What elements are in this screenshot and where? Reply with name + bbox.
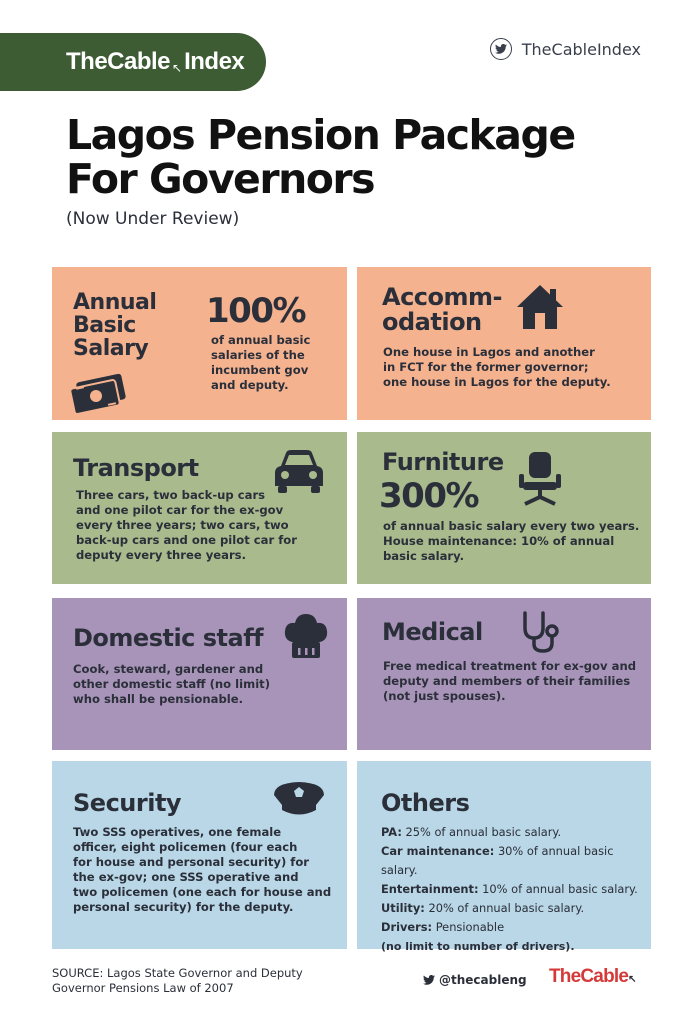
card-medical xyxy=(357,598,651,750)
house-icon xyxy=(515,283,565,331)
list-item: Car maintenance: 30% of annual basic salary. xyxy=(381,844,614,877)
card-heading: Furniture xyxy=(382,448,504,476)
chef-hat-icon xyxy=(282,612,330,660)
social-handle-text: TheCableIndex xyxy=(521,39,641,59)
source-citation: SOURCE: Lagos State Governor and Deputy Governor Pensions Law of 2007 xyxy=(52,966,303,995)
footer-twitter-handle[interactable] xyxy=(423,973,527,987)
salary-percentage: 100% xyxy=(206,291,306,331)
card-description: of annual basic salaries of the incumbent gov and deputy. xyxy=(211,333,311,392)
cursor-icon: ↖ xyxy=(172,61,183,75)
card-accommodation xyxy=(357,267,651,420)
card-heading: Medical xyxy=(382,618,483,646)
money-icon xyxy=(70,374,128,414)
title-line-2: For Governors xyxy=(66,155,375,203)
chair-icon xyxy=(515,450,565,506)
card-heading: Security xyxy=(73,789,182,817)
card-heading: Accomm- odation xyxy=(382,283,502,336)
card-others xyxy=(357,761,651,953)
card-heading: Others xyxy=(381,789,470,817)
social-handle-top[interactable] xyxy=(490,38,641,60)
card-heading: Annual Basic Salary xyxy=(73,290,157,361)
title-line-1: Lagos Pension Package xyxy=(66,111,575,159)
brand-suffix: Index xyxy=(184,48,245,75)
page-title xyxy=(66,113,666,201)
furniture-percentage: 300% xyxy=(379,476,479,516)
list-item: Drivers: Pensionable xyxy=(381,920,505,934)
card-description: Cook, steward, gardener and other domestic staff (no limit) who shall be pensionable. xyxy=(73,662,271,706)
page-subtitle: (Now Under Review) xyxy=(66,209,240,229)
card-transport xyxy=(52,432,347,584)
thecable-logo: TheCable↖ xyxy=(549,966,636,987)
drivers-note: (no limit to number of drivers). xyxy=(381,940,575,953)
card-description: Three cars, two back-up cars and one pilot car for the ex-gov every three years; two cars, two back-up cars and one pilot car for deputy every three years. xyxy=(76,488,297,562)
twitter-icon xyxy=(423,975,435,985)
stethoscope-icon xyxy=(519,610,561,654)
card-furniture xyxy=(357,432,651,584)
brand-banner xyxy=(0,33,266,91)
brand-name: TheCable xyxy=(66,48,171,75)
police-cap-icon xyxy=(270,779,328,819)
card-heading: Transport xyxy=(73,454,199,482)
card-description: One house in Lagos and another in FCT for the former governor; one house in Lagos for the deputy. xyxy=(383,345,611,389)
twitter-icon xyxy=(490,38,512,60)
cursor-icon: ↖ xyxy=(628,974,636,985)
card-domestic-staff xyxy=(52,598,347,750)
handle-text: @thecableng xyxy=(439,973,527,987)
card-heading: Domestic staff xyxy=(73,624,264,652)
card-description: Two SSS operatives, one female officer, eight policemen (four each for house and personal security) for the ex-gov; one SSS operative and two policemen (one each for house and personal security) for the deputy. xyxy=(73,825,332,914)
others-list xyxy=(381,823,651,956)
list-item: Entertainment: 10% of annual basic salary. xyxy=(381,882,638,896)
list-item: PA: 25% of annual basic salary. xyxy=(381,825,562,839)
card-security xyxy=(52,761,347,949)
card-annual-salary xyxy=(52,267,347,420)
card-description: Free medical treatment for ex-gov and deputy and members of their families (not just spouses). xyxy=(383,659,636,703)
card-description: of annual basic salary every two years. House maintenance: 10% of annual basic salary. xyxy=(383,519,640,563)
list-item: Utility: 20% of annual basic salary. xyxy=(381,901,585,915)
